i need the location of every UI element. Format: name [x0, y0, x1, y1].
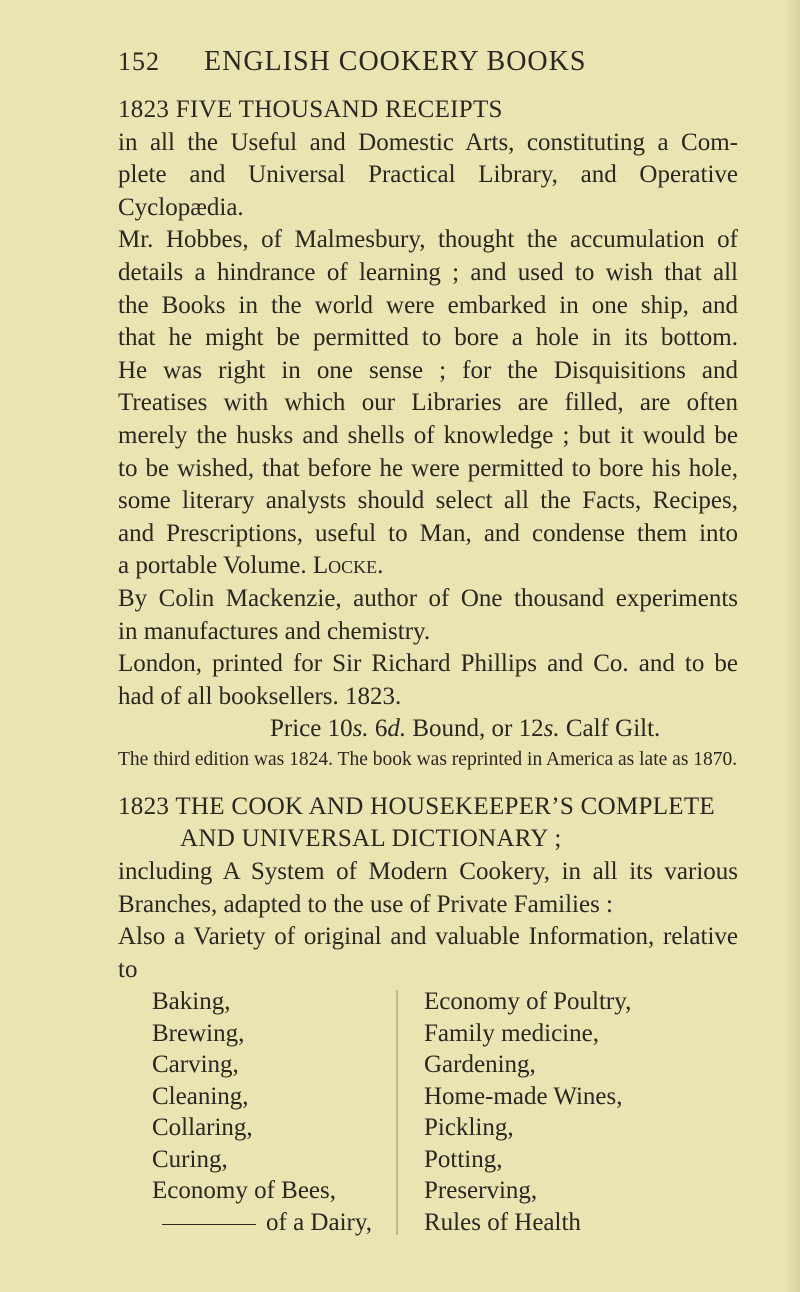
topic-item: Baking,: [152, 988, 231, 1016]
entry-five-thousand-receipts: [118, 94, 738, 773]
entry-title-text: FIVE THOUSAND RECEIPTS: [175, 96, 503, 123]
locke-line: a portable Volume.: [118, 552, 307, 580]
price-part: Calf Gilt.: [559, 715, 661, 743]
topic-item-text: of a Dairy,: [266, 1208, 372, 1236]
entry-cook-and-housekeeper: [118, 791, 738, 1239]
topic-item: Gardening,: [424, 1051, 536, 1079]
price-part: Price 10: [270, 715, 353, 743]
page-content: [118, 46, 738, 1238]
text-line: and Prescriptions, useful to Man, and condense them into: [118, 519, 738, 547]
text-line: merely the husks and shells of knowledge ; but it would be: [118, 421, 738, 449]
topic-item: Curing,: [152, 1145, 228, 1173]
topics-columns: [118, 986, 738, 1238]
edition-note: The third edition was 1824. The book was reprinted in America as late as 1870.: [118, 748, 738, 770]
topic-item: [152, 1207, 424, 1239]
text-line: Mr. Hobbes, of Malmesbury, thought the accumulation of: [118, 226, 738, 254]
text-line: Also a Variety of original and valuable Information, relative: [118, 923, 738, 951]
text-line: Cyclopædia.: [118, 193, 244, 221]
text-line: that he might be permitted to bore a hole in its bottom.: [118, 324, 738, 352]
entry-title: [118, 94, 738, 127]
price-part: s.: [543, 715, 560, 743]
entry-year: 1823: [118, 96, 170, 123]
text-line: to: [118, 955, 138, 983]
entry-year: 1823: [118, 792, 170, 820]
entry-title-text: THE COOK AND HOUSEKEEPER’S COMPLETE: [175, 792, 715, 820]
topics-right-column: [424, 986, 631, 1238]
topic-item: Economy of Poultry,: [424, 988, 632, 1016]
text-line: in all the Useful and Domestic Arts, constituting a Com-: [118, 128, 738, 156]
column-divider: [396, 990, 398, 1235]
text-line: to be wished, that before he were permitted to bore his hole,: [118, 454, 738, 482]
topic-item: Rules of Health: [424, 1208, 581, 1236]
text-line: including A System of Modern Cookery, in all its various: [118, 858, 738, 886]
text-line: By Colin Mackenzie, author of One thousand experiments: [118, 584, 738, 612]
text-line: had of all booksellers. 1823.: [118, 682, 402, 710]
topic-item: Carving,: [152, 1051, 239, 1079]
price-part: 6: [368, 715, 388, 743]
text-line: London, printed for Sir Richard Phillips and Co. and to be: [118, 650, 738, 678]
topic-item: Preserving,: [424, 1177, 538, 1205]
ditto-dash: [162, 1224, 256, 1225]
text-line: details a hindrance of learning ; and used to wish that all: [118, 258, 738, 286]
topic-item: Family medicine,: [424, 1019, 599, 1047]
price-line: [118, 713, 738, 746]
text-line: in manufactures and chemistry.: [118, 617, 431, 645]
page-number: 152: [118, 47, 160, 76]
text-line: Branches, adapted to the use of Private Families :: [118, 890, 614, 918]
price-part: s.: [352, 715, 369, 743]
text-line: some literary analysts should select all the Facts, Recipes,: [118, 487, 738, 515]
topic-item: Brewing,: [152, 1019, 245, 1047]
price-part: Bound, or 12: [406, 715, 544, 743]
page-edge-shadow: [786, 0, 800, 1292]
text-line: He was right in one sense ; for the Disquisitions and: [118, 356, 738, 384]
text-line: Treatises with which our Libraries are filled, are often: [118, 389, 738, 417]
text-line: plete and Universal Practical Library, and Operative: [118, 161, 738, 189]
running-title: ENGLISH COOKERY BOOKS: [204, 46, 587, 77]
entry-title-continued: AND UNIVERSAL DICTIONARY ;: [180, 825, 562, 853]
price-part: d.: [387, 715, 407, 743]
topics-left-column: [118, 986, 424, 1238]
entry-title: [118, 791, 738, 824]
topic-item: Pickling,: [424, 1114, 514, 1142]
topic-item: Home-made Wines,: [424, 1082, 623, 1110]
text-line: the Books in the world were embarked in one ship, and: [118, 291, 738, 319]
topic-item: Cleaning,: [152, 1082, 249, 1110]
running-head: [118, 46, 738, 94]
topic-item: Potting,: [424, 1145, 503, 1173]
topic-item: Economy of Bees,: [152, 1177, 336, 1205]
topic-item: Collaring,: [152, 1114, 253, 1142]
locke-attribution: Locke.: [312, 552, 384, 580]
text-line: [118, 550, 738, 583]
